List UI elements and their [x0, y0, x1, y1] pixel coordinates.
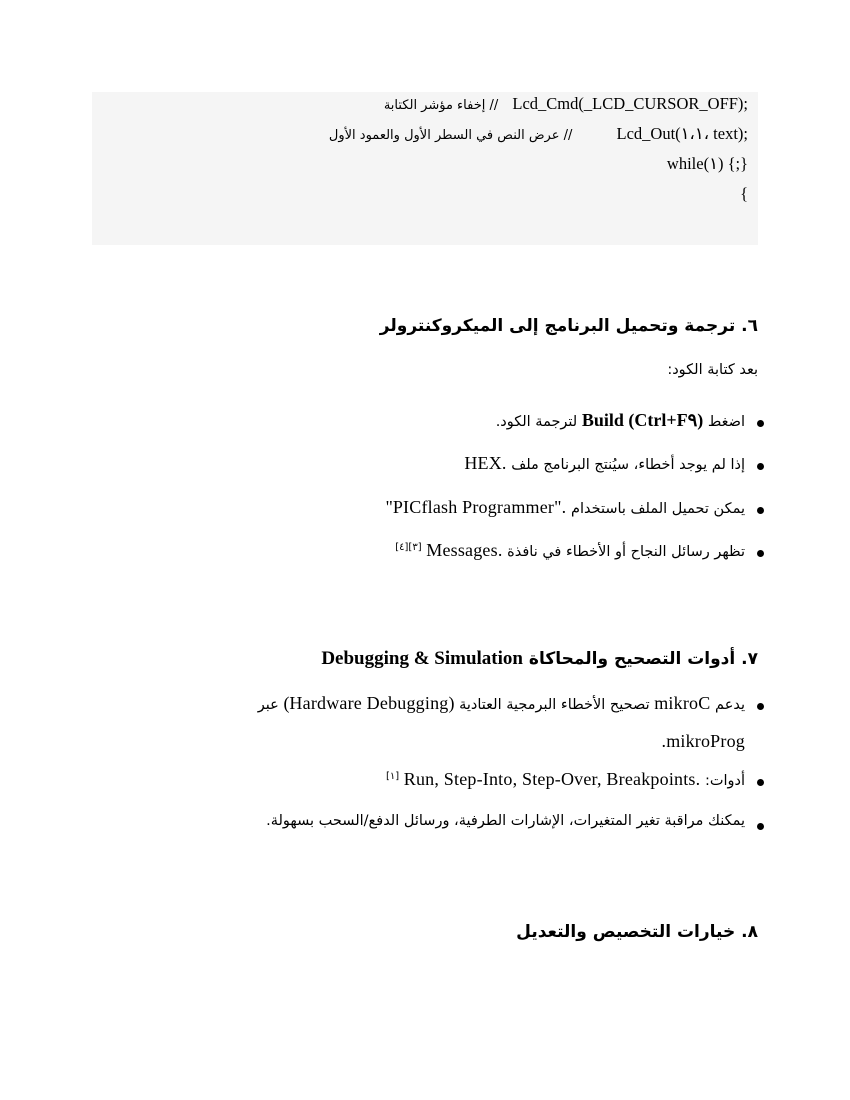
code-comment: // إخفاء مؤشر الكتابة — [383, 98, 499, 113]
bullet-dot — [757, 823, 764, 830]
heading-arabic: ٧. أدوات التصحيح والمحاكاة — [528, 649, 758, 669]
section-6-bullet-3 — [385, 497, 745, 518]
code-line-4 — [740, 184, 748, 204]
code-text: while(١) {;} — [666, 154, 748, 173]
code-line-3 — [667, 154, 748, 174]
bullet-key: Build (Ctrl+F٩) — [581, 410, 704, 430]
bullet-text: إذا لم يوجد أخطاء، سيُنتج البرنامج ملف — [511, 457, 745, 473]
code-comment: // عرض النص في السطر الأول والعمود الأول — [328, 128, 573, 143]
section-7-bullet-2 — [386, 769, 745, 790]
bullet-text: يدعم — [715, 697, 745, 713]
section-6-bullet-1 — [496, 410, 745, 431]
bullet-dot — [757, 703, 764, 710]
code-text: } — [740, 184, 748, 203]
reference-link[interactable]: [٤][٣] — [395, 542, 422, 554]
bullet-dot — [757, 550, 764, 557]
code-text: Lcd_Out(١،١، text); — [616, 124, 748, 143]
section-6-intro: بعد كتابة الكود: — [667, 362, 758, 378]
bullet-text: عبر — [257, 697, 279, 713]
code-line-2 — [329, 124, 748, 146]
bullet-key: Messages. — [426, 540, 503, 560]
bullet-key: (Hardware Debugging) — [283, 693, 455, 713]
bullet-dot — [757, 463, 764, 470]
bullet-text: اضغط — [707, 414, 745, 430]
code-text: Lcd_Cmd(_LCD_CURSOR_OFF); — [512, 94, 748, 113]
bullet-key: HEX. — [464, 453, 507, 473]
section-7-bullet-3: يمكنك مراقبة تغير المتغيرات، الإشارات الطرفية، ورسائل الدفع/السحب بسهولة. — [266, 813, 745, 829]
bullet-text: تظهر رسائل النجاح أو الأخطاء في نافذة — [507, 544, 745, 560]
section-7-bullet-1-cont — [661, 731, 745, 752]
code-block — [92, 92, 758, 245]
section-6-bullet-4 — [395, 540, 745, 561]
bullet-dot — [757, 420, 764, 427]
bullet-dot — [757, 507, 764, 514]
section-8-heading: ٨. خيارات التخصيص والتعديل — [516, 922, 758, 942]
section-7-heading — [321, 648, 758, 670]
section-7-bullet-1 — [258, 693, 745, 714]
bullet-text: تصحيح الأخطاء البرمجية العتادية — [459, 697, 650, 713]
bullet-text: أدوات: — [704, 773, 745, 789]
heading-english: Debugging & Simulation — [321, 648, 523, 669]
reference-link[interactable]: [١] — [385, 771, 400, 783]
bullet-key: mikroC — [654, 693, 711, 713]
bullet-key: Run, Step-Into, Step-Over, Breakpoints. — [403, 769, 701, 789]
bullet-dot — [757, 779, 764, 786]
code-line-1 — [384, 94, 748, 116]
section-6-heading: ٦. ترجمة وتحميل البرنامج إلى الميكروكنترولر — [379, 316, 758, 336]
bullet-text: يمكن تحميل الملف باستخدام — [570, 501, 745, 517]
bullet-text: لترجمة الكود. — [495, 414, 578, 430]
bullet-key: "PICflash Programmer". — [385, 497, 567, 517]
bullet-key: mikroProg. — [661, 731, 745, 751]
section-6-bullet-2 — [464, 453, 745, 474]
